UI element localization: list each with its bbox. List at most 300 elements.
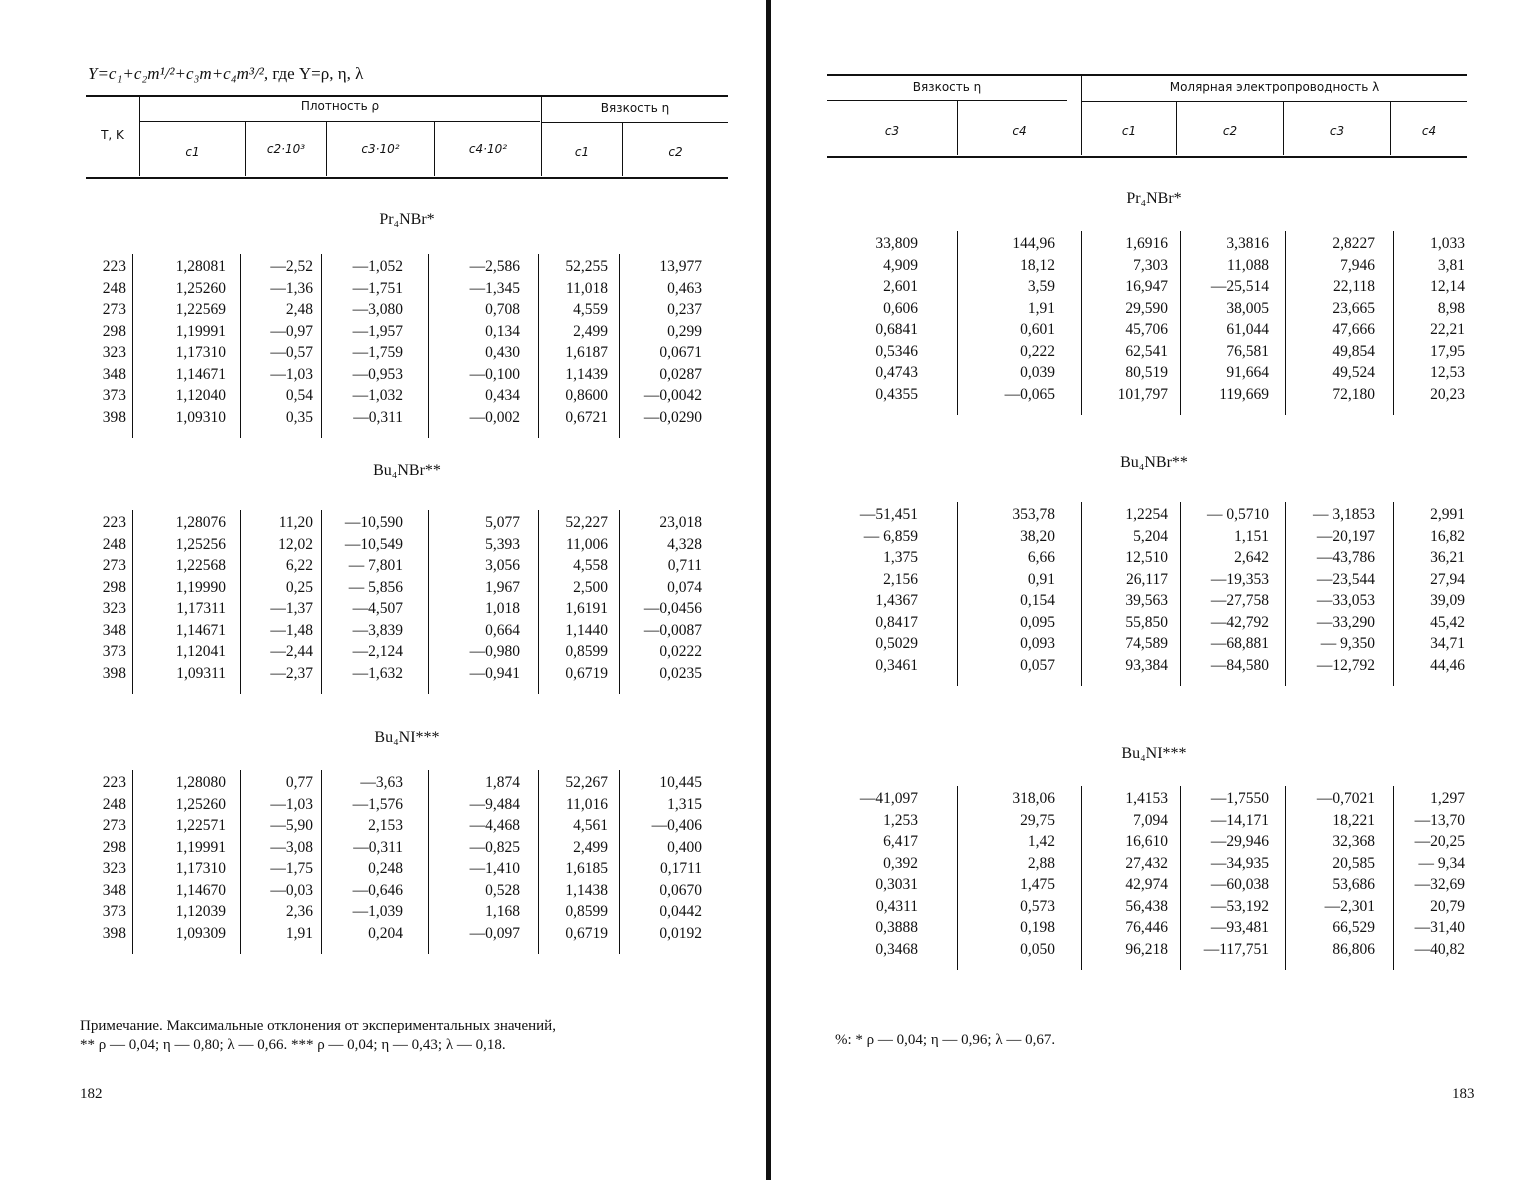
table-cell: 16,610 [1125,833,1168,850]
table-cell: 0,8599 [565,643,608,660]
table-cell: 0,4743 [875,364,918,381]
table-cell: 248 [102,535,126,553]
table-cell: —0,0042 [643,387,702,404]
regression-formula [88,64,363,84]
header-viscosity-c3: c3 [884,124,900,138]
table-cell: —1,957 [352,322,403,340]
table-cell: 56,438 [1125,897,1168,915]
table-cell: 144,96 [1012,235,1055,252]
table-cell: 373 [102,387,126,404]
table-cell: —2,586 [469,258,520,275]
table-cell: 1,14671 [175,621,226,639]
table-cell: 29,590 [1125,299,1168,317]
table-cell: 1,25260 [175,279,226,297]
table-cell: 7,094 [1133,811,1168,829]
table-cell: 2,8227 [1332,235,1375,252]
table-cell: 298 [102,322,126,340]
table-cell: 1,475 [1020,876,1055,893]
table-cell: 2,500 [573,578,608,596]
table-cell: 18,221 [1332,811,1375,829]
table-cell: —19,353 [1210,570,1269,588]
table-cell: 1,4367 [875,592,918,609]
table-cell: —9,484 [469,795,520,813]
table-cell: 1,253 [883,811,918,829]
column-divider [240,510,241,694]
table-cell: 11,016 [565,795,608,813]
column-divider [428,510,429,694]
table-cell: 86,806 [1332,940,1375,958]
table-cell: 0,6841 [875,321,918,338]
table-cell: 0,0235 [659,664,702,682]
table-cell: 1,14671 [175,365,226,383]
formula-tail: где Y=ρ, η, λ [272,64,364,83]
column-divider [428,254,429,438]
table-cell: 248 [102,279,126,297]
table-cell: 273 [102,301,126,318]
table-cell: 23,665 [1332,299,1375,317]
table-cell: —0,406 [651,817,702,834]
table-cell: 17,95 [1430,342,1465,360]
table-cell: —1,75 [270,860,313,877]
footnote-line-1: Примечание. Максимальные отклонения от экспериментальных значений, [80,1018,556,1034]
table-cell: 45,706 [1125,321,1168,338]
table-cell: 0,134 [485,322,520,340]
column-divider [240,770,241,954]
table-cell: —33,290 [1316,613,1375,631]
table-cell: 2,88 [1027,854,1055,872]
column-divider [1285,786,1286,970]
table-cell: 22,21 [1430,321,1465,338]
table-cell: 80,519 [1125,364,1168,381]
table-cell: 0,0192 [659,924,702,942]
table-cell: 1,19990 [175,578,226,596]
header-viscosity: Вязкость η [912,80,982,94]
table-cell: 61,044 [1226,321,1269,338]
table-cell: 38,005 [1226,299,1269,317]
table-cell: 93,384 [1125,656,1168,674]
table-cell: — 9,34 [1418,854,1465,872]
table-cell: 0,430 [485,344,520,361]
table-cell: — 7,801 [348,557,403,574]
table-cell: —0,065 [1004,385,1055,403]
table-cell: 323 [102,860,126,877]
table-cell: —1,052 [352,258,403,275]
table-cell: 1,151 [1234,527,1269,545]
table-cell: 0,3031 [875,876,918,893]
table-cell: —0,311 [353,408,403,426]
formula-text: Y=c₁+c₂m¹/²+c₃m+c₄m³/², [88,64,269,83]
table-cell: 20,23 [1430,385,1465,403]
table-cell: 39,563 [1125,592,1168,609]
table-cell: 0,050 [1020,940,1055,958]
table-cell: 11,20 [278,514,313,531]
header-conductivity-c2: c2 [1222,124,1238,138]
table-cell: —14,171 [1210,811,1269,829]
header-viscosity-c2: c2 [668,145,683,159]
table-cell: 11,018 [565,279,608,297]
table-cell: 10,445 [659,774,702,791]
table-cell: 0,8417 [875,613,918,631]
table-cell: 2,991 [1430,506,1465,523]
table-cell: 1,168 [485,903,520,920]
table-cell: 1,1438 [565,881,608,899]
table-cell: 5,077 [485,514,520,531]
table-cell: —33,053 [1316,592,1375,609]
table-cell: 1,28080 [175,774,226,791]
table-cell: 398 [102,664,126,682]
header-conductivity-c3: c3 [1329,124,1345,138]
table-cell: 5,393 [485,535,520,553]
table-cell: 0,154 [1020,592,1055,609]
table-cell: —68,881 [1210,635,1269,652]
column-divider [1081,786,1082,970]
table-cell: —0,002 [469,408,520,426]
column-divider [619,770,620,954]
table-cell: 0,601 [1020,321,1055,338]
table-cell: 1,1439 [565,365,608,383]
table-cell: 0,299 [667,322,702,340]
column-divider [1180,502,1181,686]
column-divider [1180,231,1181,415]
table-cell: 1,2254 [1125,506,1168,523]
table-cell: 0,54 [285,387,313,404]
table-cell: 0,35 [285,408,313,426]
table-cell: 2,48 [285,301,313,318]
section-title: Bu₄NBr** [373,462,441,479]
left-page [0,0,766,1180]
table-cell: 398 [102,408,126,426]
table-cell: 0,25 [285,578,313,596]
table-cell: —31,40 [1414,919,1465,936]
table-cell: —51,451 [859,506,918,523]
table-cell: 0,91 [1027,570,1055,588]
column-divider [1081,502,1082,686]
table-cell: 0,5029 [875,635,918,652]
table-cell: 1,91 [285,924,313,942]
table-cell: 1,14670 [175,881,226,899]
table-cell: 44,46 [1430,656,1465,674]
table-cell: 74,589 [1125,635,1168,652]
table-cell: —29,946 [1210,833,1269,850]
table-cell: —20,197 [1316,527,1375,545]
table-cell: 3,056 [485,557,520,574]
table-cell: 1,12041 [175,643,226,660]
section-title: Pr₄NBr* [379,211,435,228]
table-cell: —10,549 [344,535,403,553]
footnote-right: %: * ρ — 0,04; η — 0,96; λ — 0,67. [835,1032,1056,1048]
table-cell: 62,541 [1125,342,1168,360]
table-cell: 0,057 [1020,656,1055,674]
section-title: Pr₄NBr* [1126,190,1182,207]
table-cell: 0,074 [667,578,702,596]
table-cell: —23,544 [1316,570,1375,588]
table-cell: 2,156 [883,570,918,588]
table-cell: 0,039 [1020,364,1055,381]
header-conductivity: Молярная электропроводность λ [1169,80,1380,94]
table-cell: —0,03 [270,881,313,899]
column-divider [132,510,133,694]
table-cell: 4,909 [883,256,918,274]
table-cell: —3,63 [360,774,403,791]
table-cell: 0,6721 [565,408,608,426]
table-cell: —0,825 [469,838,520,856]
table-cell: 27,432 [1125,854,1168,872]
table-cell: 49,854 [1332,342,1375,360]
table-cell: 1,17311 [176,600,226,617]
column-divider [1285,231,1286,415]
table-cell: —43,786 [1316,549,1375,566]
table-cell: 0,248 [368,860,403,877]
table-cell: 20,79 [1430,897,1465,915]
table-cell: 0,204 [368,924,403,942]
column-divider [538,254,539,438]
table-cell: 398 [102,924,126,942]
table-cell: 1,22569 [175,301,226,318]
table-cell: 0,528 [485,881,520,899]
table-cell: 323 [102,344,126,361]
table-cell: —20,25 [1414,833,1465,850]
table-cell: 1,19991 [175,838,226,856]
table-cell: 23,018 [659,514,702,531]
table-cell: 4,559 [573,301,608,318]
table-cell: 0,0442 [659,903,702,920]
column-divider [538,510,539,694]
table-cell: —0,0087 [643,621,702,639]
column-divider [1285,502,1286,686]
table-cell: —25,514 [1210,278,1269,295]
table-cell: 0,77 [285,774,313,791]
table-cell: 16,947 [1125,278,1168,295]
table-cell: —1,37 [270,600,313,617]
table-cell: —0,953 [352,365,403,383]
table-cell: 1,22568 [175,557,226,574]
table-cell: 223 [102,258,126,275]
table-cell: 8,98 [1437,299,1465,317]
table-cell: 2,601 [883,278,918,295]
table-cell: 248 [102,795,126,813]
table-cell: 7,303 [1133,256,1168,274]
table-cell: 1,315 [667,795,702,813]
table-cell: —0,57 [270,344,313,361]
header-c2: c2·10³ [266,142,306,156]
table-cell: 6,22 [285,557,313,574]
table-cell: 36,21 [1430,549,1465,566]
table-cell: —4,507 [352,600,403,617]
table-cell: 0,463 [667,279,702,297]
table-cell: 4,328 [667,535,702,553]
table-cell: 0,1711 [659,860,702,877]
table-cell: 0,8599 [565,903,608,920]
table-cell: 26,117 [1125,570,1168,588]
table-cell: 0,573 [1020,897,1055,915]
table-cell: —0,646 [352,881,403,899]
table-cell: 16,82 [1430,527,1465,545]
table-cell: 1,6187 [565,344,608,361]
table-cell: 45,42 [1430,613,1465,631]
column-divider [1393,231,1394,415]
table-cell: 5,204 [1133,527,1168,545]
table-cell: 32,368 [1332,833,1375,850]
table-cell: 52,267 [565,774,608,791]
section-title: Bu₄NBr** [1120,454,1188,471]
table-cell: 0,664 [485,621,520,639]
header-c3: c3·10² [361,142,400,156]
table-cell: 1,28081 [175,258,226,275]
table-cell: 1,91 [1027,299,1055,317]
column-divider [321,770,322,954]
table-cell: 273 [102,557,126,574]
table-cell: 11,006 [565,535,608,553]
table-cell: 0,6719 [565,924,608,942]
table-cell: 42,974 [1125,876,1168,893]
table-cell: 1,1440 [565,621,608,639]
table-cell: 0,3888 [875,919,918,936]
table-cell: —2,37 [270,664,313,682]
column-divider [132,254,133,438]
footnote-line-2: ** ρ — 0,04; η — 0,80; λ — 0,66. *** ρ — 0,04; η — 0,43; λ — 0,18. [80,1037,506,1053]
table-cell: —1,751 [352,279,403,297]
table-cell: —10,590 [344,514,403,531]
table-cell: —93,481 [1210,919,1269,936]
table-cell: —3,080 [352,301,403,318]
table-top-rule [827,74,1467,76]
column-divider [428,770,429,954]
table-cell: 1,6916 [1125,235,1168,252]
table-cell: —1,03 [270,795,313,813]
header-density: Плотность ρ [300,99,380,113]
table-cell: 39,09 [1430,592,1465,609]
table-cell: 0,237 [667,301,702,318]
header-temperature: T, K [101,128,124,142]
table-cell: 13,977 [659,258,702,275]
column-divider [957,786,958,970]
header-bottom-rule [827,156,1467,158]
table-cell: 1,4153 [1125,790,1168,807]
column-divider [240,254,241,438]
table-cell: 1,28076 [175,514,226,531]
table-cell: 348 [102,365,126,383]
table-cell: 1,25256 [175,535,226,553]
table-cell: —53,192 [1210,897,1269,915]
table-cell: —1,410 [469,860,520,877]
table-cell: 1,018 [485,600,520,617]
density-header-rule [140,121,540,122]
table-cell: 1,297 [1430,790,1465,807]
table-cell: 49,524 [1332,364,1375,381]
column-divider [321,254,322,438]
table-cell: 101,797 [1117,385,1168,403]
table-cell: 0,3468 [875,940,918,958]
table-cell: —1,03 [270,365,313,383]
table-cell: 52,227 [565,514,608,531]
table-cell: 348 [102,881,126,899]
table-cell: —34,935 [1210,854,1269,872]
section-title: Bu₄NI*** [374,729,440,746]
table-cell: 1,17310 [175,860,226,877]
table-cell: 1,967 [485,578,520,596]
header-c1: c1 [185,145,200,159]
table-cell: 38,20 [1020,527,1055,545]
table-cell: 91,664 [1226,364,1269,381]
table-cell: 0,0670 [659,881,702,899]
table-cell: —0,100 [469,365,520,383]
table-cell: —2,301 [1324,897,1375,915]
table-cell: 3,59 [1027,278,1055,295]
table-cell: 1,09311 [176,664,226,682]
table-cell: 273 [102,817,126,834]
column-divider [1180,786,1181,970]
table-cell: 33,809 [875,235,918,252]
table-cell: —0,941 [469,664,520,682]
table-cell: — 3,1853 [1313,506,1375,523]
table-cell: 11,088 [1226,256,1269,274]
table-cell: 0,708 [485,301,520,318]
table-cell: 1,42 [1027,833,1055,850]
table-cell: 1,22571 [175,817,226,834]
table-cell: —1,36 [270,279,313,297]
table-cell: 7,946 [1340,256,1375,274]
column-divider [619,510,620,694]
table-cell: —1,759 [352,344,403,361]
right-page [771,0,1537,1180]
table-cell: — 6,859 [863,527,918,545]
table-cell: 1,375 [883,549,918,566]
table-cell: 1,6191 [565,600,608,617]
table-cell: 72,180 [1332,385,1375,403]
table-cell: —1,039 [352,903,403,920]
table-cell: — 5,856 [348,578,403,596]
table-cell: 4,561 [573,817,608,834]
table-cell: —3,839 [352,621,403,639]
table-cell: 0,392 [883,854,918,872]
table-cell: 1,12040 [175,387,226,404]
table-cell: 323 [102,600,126,617]
table-cell: 1,17310 [175,344,226,361]
table-cell: —0,980 [469,643,520,660]
table-cell: 0,6719 [565,664,608,682]
table-cell: 22,118 [1332,278,1375,295]
table-cell: 47,666 [1332,321,1375,338]
table-cell: — 9,350 [1320,635,1375,652]
table-cell: —1,576 [352,795,403,813]
table-cell: —0,0456 [643,600,702,617]
table-cell: —40,82 [1414,940,1465,958]
header-conductivity-c1: c1 [1121,124,1137,138]
table-cell: —41,097 [859,790,918,807]
table-cell: —1,7550 [1210,790,1269,807]
table-cell: 2,642 [1234,549,1269,566]
table-cell: 76,446 [1125,919,1168,936]
table-cell: 96,218 [1125,940,1168,958]
table-cell: 76,581 [1226,342,1269,360]
table-cell: 12,53 [1430,364,1465,381]
table-cell: —2,52 [270,258,313,275]
header-conductivity-c4: c4 [1421,124,1437,138]
table-cell: 2,153 [368,817,403,834]
page-number-right: 183 [1452,1086,1475,1102]
table-cell: —0,0290 [643,408,702,426]
table-cell: 1,6185 [565,860,608,877]
table-cell: —2,124 [352,643,403,660]
table-cell: 3,3816 [1226,235,1269,252]
table-cell: —84,580 [1210,656,1269,674]
table-cell: 0,0671 [659,344,702,361]
column-divider [957,502,958,686]
table-cell: 223 [102,514,126,531]
table-cell: 6,66 [1027,549,1055,566]
page-number-left: 182 [80,1086,103,1102]
table-cell: 0,093 [1020,635,1055,652]
